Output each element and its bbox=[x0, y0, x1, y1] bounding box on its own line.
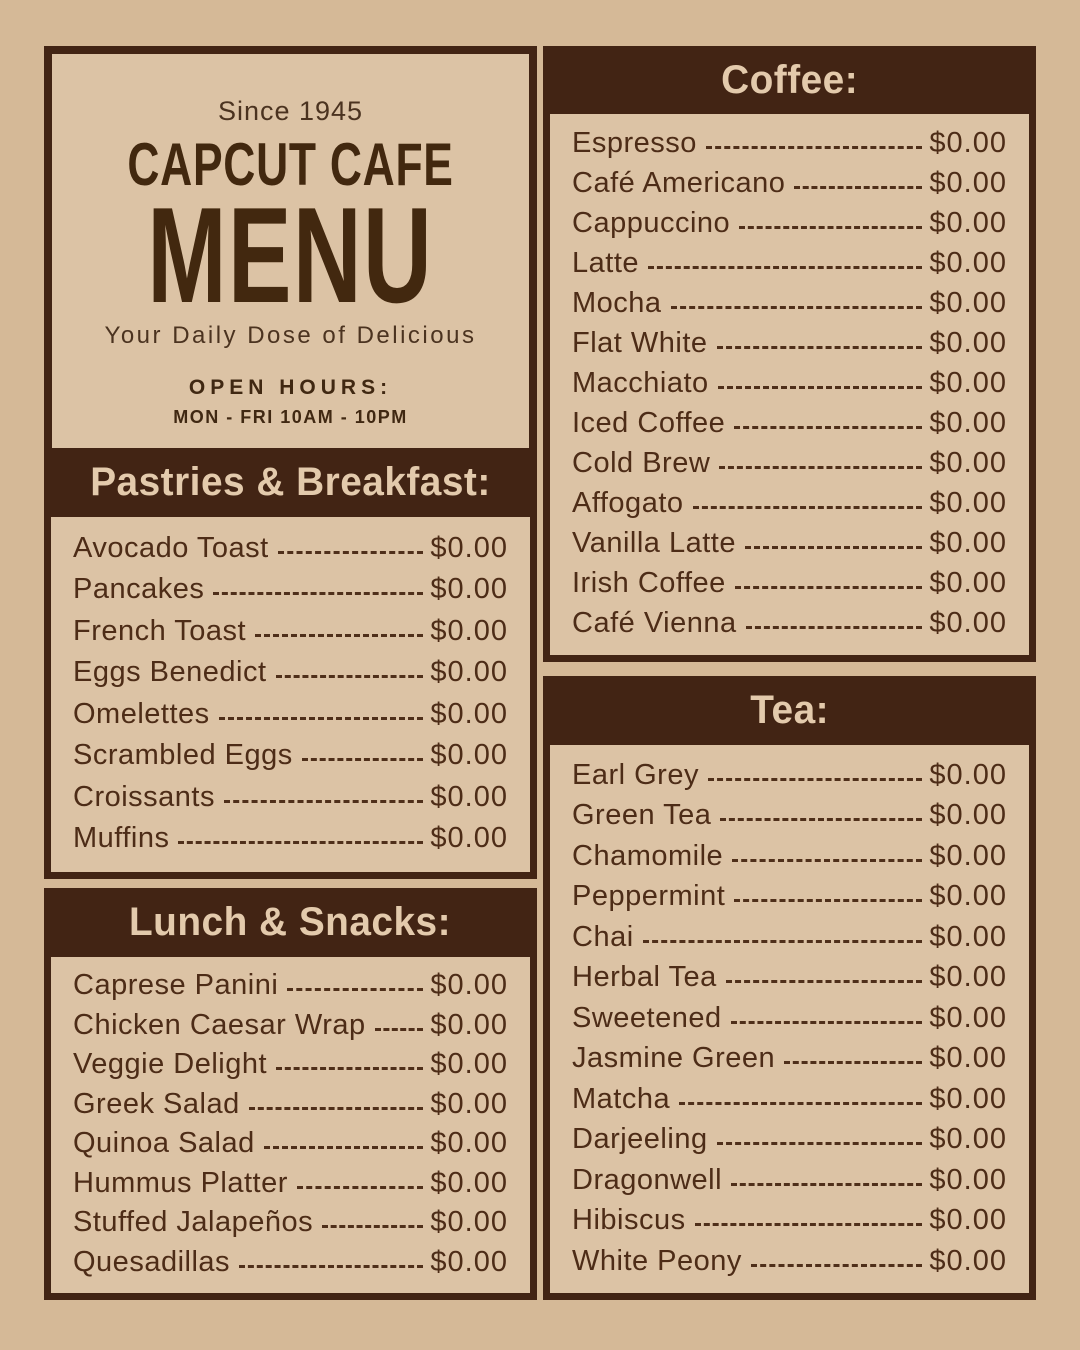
dotted-leader bbox=[732, 859, 922, 862]
item-price: $0.00 bbox=[430, 614, 508, 647]
menu-item-row bbox=[572, 961, 1007, 994]
item-price: $0.00 bbox=[929, 1204, 1007, 1236]
dotted-leader bbox=[706, 146, 923, 149]
item-price: $0.00 bbox=[929, 127, 1007, 159]
section-items-coffee bbox=[543, 114, 1036, 662]
item-price: $0.00 bbox=[430, 1166, 508, 1199]
menu-item-row bbox=[73, 573, 508, 606]
menu-item-row bbox=[572, 799, 1007, 832]
left-column bbox=[44, 46, 537, 1300]
menu-item-row bbox=[73, 739, 508, 772]
dotted-leader bbox=[745, 546, 922, 549]
item-price: $0.00 bbox=[929, 487, 1007, 519]
menu-item-row bbox=[572, 759, 1007, 792]
item-price: $0.00 bbox=[929, 1244, 1007, 1277]
item-name: French Toast bbox=[73, 614, 247, 647]
menu-item-row bbox=[73, 781, 508, 814]
item-price: $0.00 bbox=[430, 697, 508, 730]
item-price: $0.00 bbox=[929, 367, 1007, 399]
menu-item-row bbox=[73, 532, 508, 565]
cafe-name-title: CAPCUT CAFE bbox=[127, 131, 454, 198]
menu-item-row bbox=[572, 840, 1007, 873]
item-name: Irish Coffee bbox=[572, 567, 726, 599]
dotted-leader bbox=[178, 841, 423, 844]
item-price: $0.00 bbox=[430, 1087, 508, 1120]
menu-item-row bbox=[73, 1127, 508, 1160]
menu-item-row bbox=[73, 656, 508, 689]
item-price: $0.00 bbox=[430, 739, 508, 772]
item-name: Mocha bbox=[572, 287, 662, 319]
item-price: $0.00 bbox=[929, 447, 1007, 479]
item-price: $0.00 bbox=[929, 1082, 1007, 1115]
section-title-tea: Tea: bbox=[750, 688, 829, 732]
item-name: Dragonwell bbox=[572, 1163, 723, 1196]
dotted-leader bbox=[794, 186, 922, 189]
dotted-leader bbox=[679, 1102, 922, 1105]
menu-item-row bbox=[572, 880, 1007, 913]
section-items-lunch bbox=[44, 957, 537, 1300]
section-title-coffee: Coffee: bbox=[720, 57, 859, 102]
menu-item-row bbox=[572, 1123, 1007, 1156]
menu-item-row bbox=[572, 487, 1007, 520]
item-price: $0.00 bbox=[430, 656, 508, 689]
item-price: $0.00 bbox=[430, 780, 508, 813]
dotted-leader bbox=[746, 626, 923, 629]
menu-item-row bbox=[572, 367, 1007, 400]
item-name: Jasmine Green bbox=[572, 1042, 776, 1074]
dotted-leader bbox=[731, 1183, 922, 1186]
item-price: $0.00 bbox=[929, 880, 1007, 912]
item-name: Chicken Caesar Wrap bbox=[73, 1008, 366, 1041]
dotted-leader bbox=[735, 586, 923, 589]
menu-item-row bbox=[73, 1206, 508, 1239]
dotted-leader bbox=[255, 634, 423, 637]
item-name: White Peony bbox=[572, 1244, 742, 1277]
item-name: Macchiato bbox=[572, 367, 709, 399]
item-price: $0.00 bbox=[929, 920, 1007, 953]
item-name: Muffins bbox=[73, 822, 170, 855]
item-name: Darjeeling bbox=[572, 1123, 708, 1155]
dotted-leader bbox=[643, 940, 923, 943]
since-text: Since 1945 bbox=[217, 96, 364, 126]
item-price: $0.00 bbox=[929, 1123, 1007, 1155]
item-name: Café Americano bbox=[572, 167, 786, 199]
item-name: Omelettes bbox=[73, 697, 210, 730]
item-name: Chai bbox=[572, 920, 634, 953]
section-header-coffee bbox=[543, 46, 1036, 114]
section-gap bbox=[44, 879, 537, 888]
dotted-leader bbox=[297, 1186, 424, 1189]
item-price: $0.00 bbox=[929, 799, 1007, 831]
dotted-leader bbox=[219, 717, 424, 720]
item-name: Café Vienna bbox=[572, 607, 737, 639]
menu-header bbox=[44, 46, 537, 448]
item-name: Cappuccino bbox=[572, 207, 731, 239]
open-hours-label: OPEN HOURS: bbox=[188, 376, 393, 400]
menu-item-row bbox=[73, 1048, 508, 1081]
item-price: $0.00 bbox=[929, 758, 1007, 791]
menu-item-row bbox=[572, 167, 1007, 200]
item-name: Espresso bbox=[572, 127, 697, 159]
menu-item-row bbox=[73, 615, 508, 648]
item-price: $0.00 bbox=[929, 1163, 1007, 1196]
dotted-leader bbox=[375, 1028, 424, 1031]
item-price: $0.00 bbox=[929, 207, 1007, 239]
dotted-leader bbox=[276, 1067, 423, 1070]
menu-item-row bbox=[572, 207, 1007, 240]
dotted-leader bbox=[239, 1265, 423, 1268]
item-price: $0.00 bbox=[929, 961, 1007, 993]
dotted-leader bbox=[287, 988, 423, 991]
menu-item-row bbox=[572, 527, 1007, 560]
item-name: Herbal Tea bbox=[572, 961, 717, 993]
item-name: Affogato bbox=[572, 487, 684, 519]
section-header-tea bbox=[543, 676, 1036, 745]
dotted-leader bbox=[224, 800, 423, 803]
section-header-lunch bbox=[44, 888, 537, 957]
menu-item-row bbox=[73, 1009, 508, 1042]
item-name: Stuffed Jalapeños bbox=[73, 1206, 314, 1239]
dotted-leader bbox=[302, 758, 424, 761]
menu-item-row bbox=[572, 247, 1007, 280]
tagline-text: Your Daily Dose of Delicious bbox=[104, 322, 477, 350]
menu-item-row bbox=[572, 1042, 1007, 1075]
item-price: $0.00 bbox=[430, 1127, 508, 1160]
menu-item-row bbox=[572, 327, 1007, 360]
dotted-leader bbox=[264, 1146, 424, 1149]
item-name: Hibiscus bbox=[572, 1204, 686, 1236]
item-name: Chamomile bbox=[572, 839, 724, 872]
item-name: Matcha bbox=[572, 1082, 671, 1115]
dotted-leader bbox=[322, 1225, 423, 1228]
item-name: Hummus Platter bbox=[73, 1166, 288, 1199]
dotted-leader bbox=[717, 346, 923, 349]
menu-item-row bbox=[73, 1167, 508, 1200]
item-price: $0.00 bbox=[929, 167, 1007, 199]
item-name: Avocado Toast bbox=[73, 531, 269, 564]
section-items-pastries bbox=[44, 517, 537, 879]
menu-item-row bbox=[572, 1204, 1007, 1237]
dotted-leader bbox=[734, 426, 922, 429]
right-column bbox=[543, 46, 1036, 1300]
item-name: Pancakes bbox=[73, 573, 205, 606]
item-price: $0.00 bbox=[430, 531, 508, 564]
dotted-leader bbox=[726, 980, 923, 983]
item-name: Croissants bbox=[73, 780, 215, 813]
item-price: $0.00 bbox=[929, 247, 1007, 279]
item-name: Quinoa Salad bbox=[73, 1127, 255, 1160]
item-name: Earl Grey bbox=[572, 758, 699, 791]
menu-item-row bbox=[73, 698, 508, 731]
dotted-leader bbox=[693, 506, 923, 509]
item-name: Caprese Panini bbox=[73, 969, 279, 1002]
menu-item-row bbox=[572, 1245, 1007, 1278]
dotted-leader bbox=[278, 551, 424, 554]
item-name: Iced Coffee bbox=[572, 407, 726, 439]
menu-title: MENU bbox=[147, 179, 434, 331]
item-name: Greek Salad bbox=[73, 1087, 240, 1120]
menu-item-row bbox=[572, 1002, 1007, 1035]
item-price: $0.00 bbox=[929, 1001, 1007, 1034]
item-name: Vanilla Latte bbox=[572, 527, 736, 559]
item-price: $0.00 bbox=[430, 1245, 508, 1278]
dotted-leader bbox=[720, 818, 922, 821]
dotted-leader bbox=[739, 226, 922, 229]
menu-item-row bbox=[572, 1083, 1007, 1116]
menu-item-row bbox=[572, 407, 1007, 440]
dotted-leader bbox=[784, 1061, 922, 1064]
dotted-leader bbox=[731, 1021, 923, 1024]
menu-item-row bbox=[572, 921, 1007, 954]
item-price: $0.00 bbox=[929, 1042, 1007, 1074]
dotted-leader bbox=[671, 306, 923, 309]
item-name: Cold Brew bbox=[572, 447, 711, 479]
dotted-leader bbox=[249, 1107, 424, 1110]
menu-item-row bbox=[572, 1164, 1007, 1197]
item-price: $0.00 bbox=[430, 1048, 508, 1081]
menu-item-row bbox=[572, 127, 1007, 160]
item-price: $0.00 bbox=[929, 327, 1007, 359]
section-items-tea bbox=[543, 745, 1036, 1300]
item-price: $0.00 bbox=[929, 567, 1007, 599]
menu-item-row bbox=[73, 969, 508, 1002]
item-name: Latte bbox=[572, 247, 639, 279]
menu-item-row bbox=[73, 822, 508, 855]
item-price: $0.00 bbox=[929, 839, 1007, 872]
menu-item-row bbox=[73, 1088, 508, 1121]
item-name: Scrambled Eggs bbox=[73, 739, 293, 772]
item-name: Sweetened bbox=[572, 1001, 722, 1034]
dotted-leader bbox=[717, 1142, 923, 1145]
item-name: Veggie Delight bbox=[73, 1048, 268, 1081]
item-price: $0.00 bbox=[929, 607, 1007, 639]
menu-item-row bbox=[73, 1246, 508, 1279]
item-price: $0.00 bbox=[430, 573, 508, 606]
item-price: $0.00 bbox=[929, 287, 1007, 319]
menu-item-row bbox=[572, 287, 1007, 320]
item-name: Peppermint bbox=[572, 880, 726, 912]
item-name: Flat White bbox=[572, 327, 708, 359]
section-title-pastries: Pastries & Breakfast: bbox=[90, 460, 491, 504]
dotted-leader bbox=[719, 466, 922, 469]
open-hours-value: MON - FRI 10AM - 10PM bbox=[173, 407, 408, 428]
dotted-leader bbox=[734, 899, 922, 902]
item-price: $0.00 bbox=[929, 527, 1007, 559]
item-price: $0.00 bbox=[430, 969, 508, 1002]
menu-item-row bbox=[572, 447, 1007, 480]
dotted-leader bbox=[718, 386, 923, 389]
item-name: Quesadillas bbox=[73, 1245, 231, 1278]
dotted-leader bbox=[213, 592, 423, 595]
dotted-leader bbox=[648, 266, 922, 269]
section-title-lunch: Lunch & Snacks: bbox=[129, 900, 452, 944]
item-name: Eggs Benedict bbox=[73, 656, 267, 689]
dotted-leader bbox=[708, 778, 922, 781]
item-price: $0.00 bbox=[430, 822, 508, 855]
menu-item-row bbox=[572, 607, 1007, 640]
dotted-leader bbox=[276, 675, 424, 678]
section-gap bbox=[543, 662, 1036, 676]
dotted-leader bbox=[751, 1264, 923, 1267]
dotted-leader bbox=[695, 1223, 923, 1226]
menu-item-row bbox=[572, 567, 1007, 600]
section-header-pastries bbox=[44, 448, 537, 517]
item-name: Green Tea bbox=[572, 799, 712, 831]
item-price: $0.00 bbox=[430, 1008, 508, 1041]
item-price: $0.00 bbox=[430, 1206, 508, 1239]
item-price: $0.00 bbox=[929, 407, 1007, 439]
